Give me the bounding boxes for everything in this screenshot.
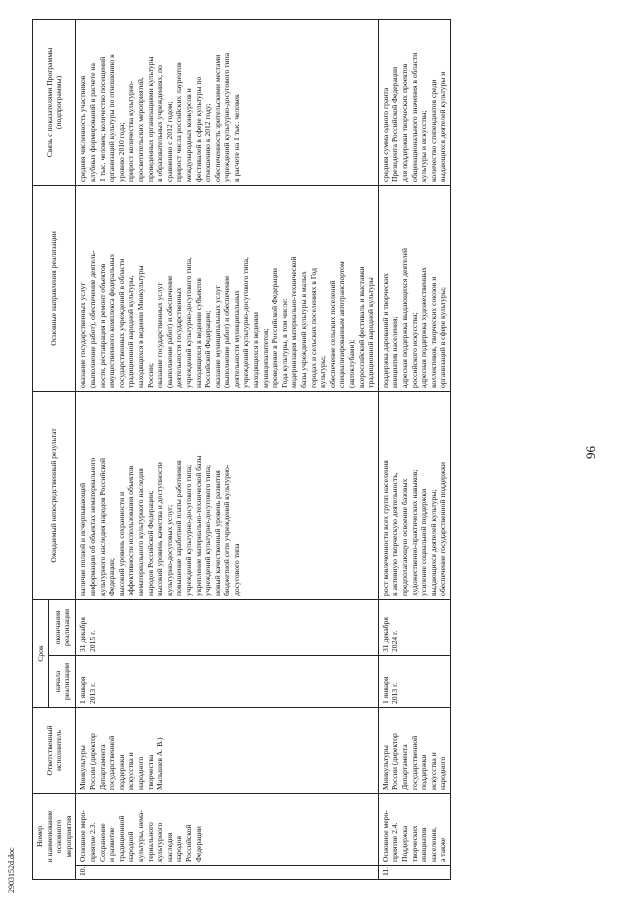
program-indicators-link: средняя сумма одного гранта Президента Российской Федерации для поддержки творческих проектов общенационального значения в области культуры и искусства; количество стипендиатов среди выдающихся деятелей культуры и	[378, 19, 450, 185]
start-date: 1 января 2013 г.	[378, 655, 450, 707]
end-date: 31 декабря 2024 г.	[378, 599, 450, 655]
table-header-row	[33, 19, 49, 879]
header-number-name: Номер и наименование основного мероприятия	[33, 793, 76, 879]
header-term-end: окончания реализации	[49, 599, 76, 655]
responsible-executor: Минкультуры России (директор Департамента государственной поддержки искусства и народного	[378, 707, 450, 793]
table-row	[76, 19, 378, 879]
row-number: 10.	[76, 866, 378, 880]
header-term-start: начала реализации	[49, 655, 76, 707]
header-directions: Основные направления реализации	[33, 185, 76, 391]
main-directions: поддержка дарований и творческих инициатив населения; адресная поддержка выдающихся деятелей российского искусства; адресная поддержка художественных коллективов, творческих союзов и организаций в сфере культуры;	[378, 185, 450, 391]
expected-result: рост вовлеченности всех групп населения в активную творческую деятельность, предполагающую освоение базовых художественно-практических навыков; усиление социальной поддержки выдающихся деятелей культуры; обеспечение государственной поддержки	[378, 391, 450, 599]
header-result: Ожидаемый непосредственный результат	[33, 391, 76, 599]
row-number: 11.	[378, 866, 450, 880]
page-number: 96	[583, 446, 598, 459]
program-indicators-link: средняя численность участников клубных формирований в расчете на 1 тыс. человек; количество посещений организаций культуры по отношению к уровню 2010 года; прирост количества культурно- просветительских мероприятий, проведенных организациями культуры в образовательных учреждениях, по сравнению с 2012 годом; прирост числа российских лауреатов международных конкурсов и фестивалей в сфере культуры по отношению к 2012 году; обеспеченность зрительскими местами учреждений культурно-досугового типа в расчете на 1 тыс. человек	[76, 19, 378, 185]
start-date: 1 января 2013 г.	[76, 655, 378, 707]
table-row	[378, 19, 450, 879]
activity-name: Основное меро- приятие 2.4. Поддержка творческих инициатив населения, а также	[378, 793, 450, 865]
program-activities-table	[32, 19, 451, 880]
header-term: Срок	[33, 599, 49, 707]
header-link: Связь с показателями Программы (подпрограммы)	[33, 19, 76, 185]
responsible-executor: Минкультуры России (директор Департамента государственной поддержки искусства и народного творчества Малышев А. В.)	[76, 707, 378, 793]
expected-result: наличие полной и исчерпывающей информации об объектах нематериального культурного наследия народов Российской Федерации; высокий уровень сохранности и эффективности использования объектов нематериального культурного наследия народов Российской Федерации; высокий уровень качества и доступности культурно-досуговых услуг; повышение заработной платы работников учреждений культурно-досугового типа; укрепление материально-технической базы учреждений культурно-досугового типа; новый качественный уровень развития бюджетной сети учреждений культурно- досугового типа	[76, 391, 378, 599]
end-date: 31 декабря 2015 г.	[76, 599, 378, 655]
main-directions: оказание государственных услуг (выполнение работ), обеспечение деятель- ности, реставрация и ремонт объектов имущественного комплекса федеральных государственных учреждений в области традиционной народной культуры, находящихся в ведении Минкультуры России; оказание государственных услуг (выполнение работ) и обеспечение деятельности государственных учреждений культурно-досугового типа, находящихся в ведении субъектов Российской Федерации; оказание муниципальных услуг (выполнение работ) и обеспечение деятельности муниципальных учреждений культурно-досугового типа, находящихся в ведении муниципалитетов; проведение в Российской Федерации Года культуры, в том числе: модернизация материально-технической базы учреждений культуры в малых городах и сельских поселениях в Год культуры; обеспечение сельских поселений специализированным автотранспортом (автоклубами); всероссийский фестиваль и выставки традиционной народной культуры	[76, 185, 378, 391]
activity-name: Основное меро- приятие 2.3. Сохранение и развитие традиционной народной культуры, нема- териального культурного наследия народов Российской Федерации	[76, 793, 378, 865]
footer-file-name: 2903152d.doc	[7, 847, 16, 893]
header-executor: Ответственный исполнитель	[33, 707, 76, 793]
